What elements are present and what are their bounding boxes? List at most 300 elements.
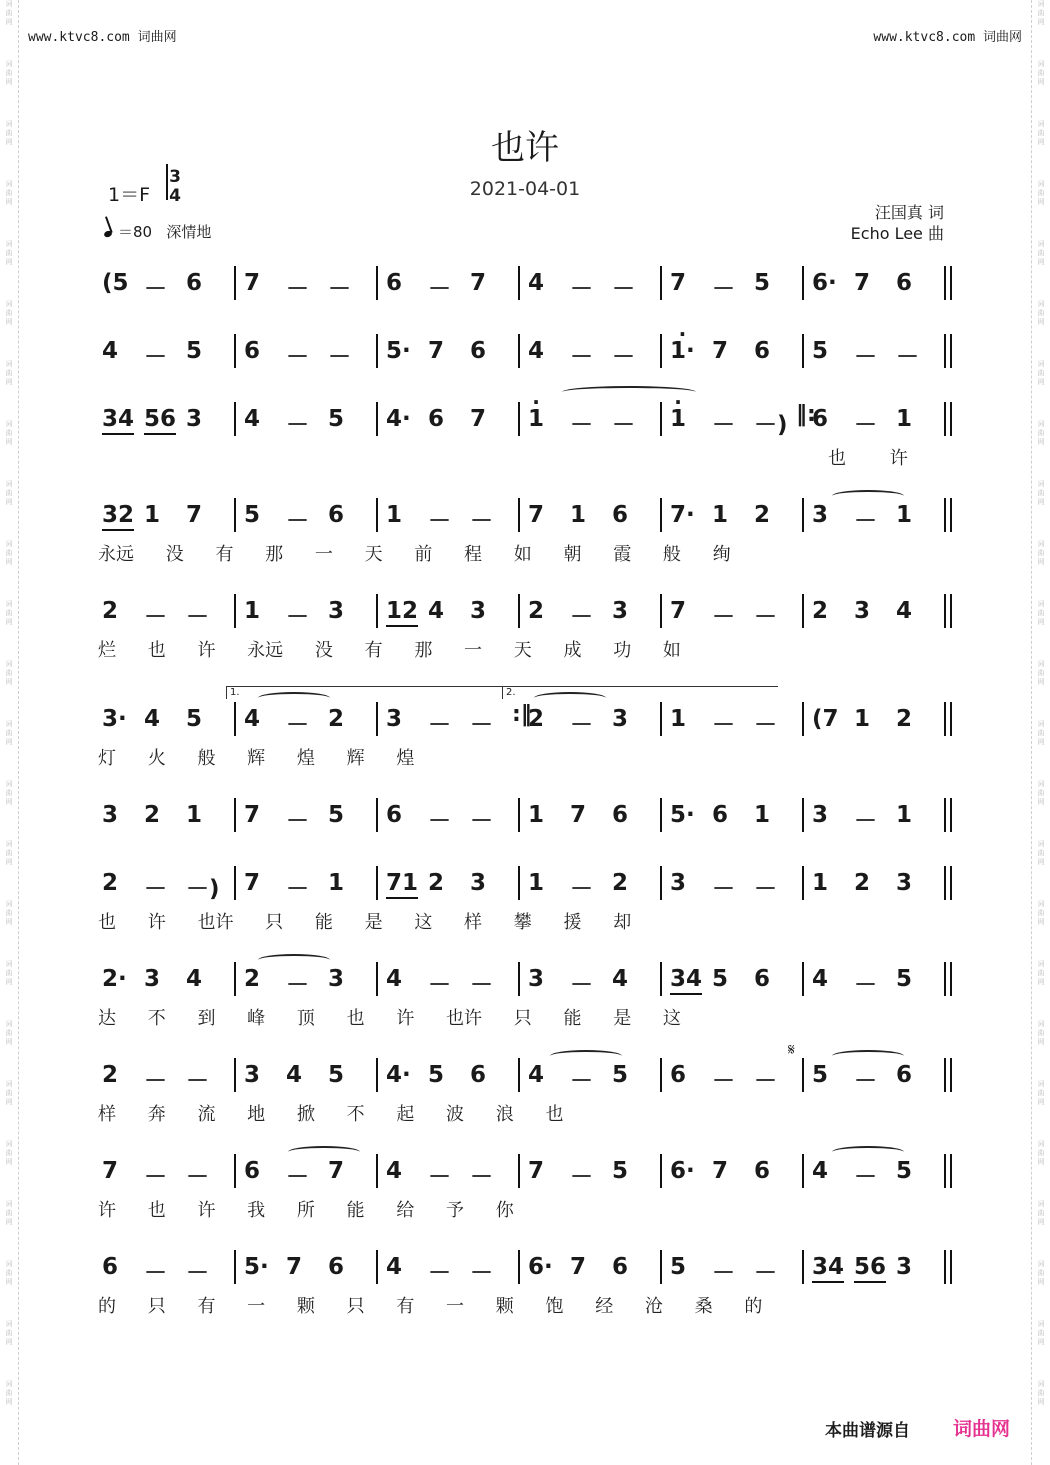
note: － <box>712 604 735 630</box>
note: 6· <box>528 1254 553 1280</box>
watermark-text: 词 曲 网 <box>1037 840 1045 866</box>
note: － <box>854 344 877 370</box>
note: － <box>428 1260 451 1286</box>
barline <box>376 1154 378 1188</box>
note: － <box>286 604 309 630</box>
watermark-text: 词 曲 网 <box>1037 1200 1045 1226</box>
note: 5 <box>244 502 261 528</box>
watermark-text: 词 曲 网 <box>1037 360 1045 386</box>
note: 6· <box>812 270 837 296</box>
barline <box>944 334 946 368</box>
barline <box>944 702 946 736</box>
note: 4 <box>528 338 545 364</box>
barline <box>944 962 946 996</box>
barline <box>944 1250 946 1284</box>
note: 2 <box>612 870 629 896</box>
repeat-barline: :‖ <box>512 702 532 727</box>
note: 5 <box>186 706 203 732</box>
watermark-text: 词 曲 网 <box>5 360 13 386</box>
watermark-text: 词 曲 网 <box>1037 660 1045 686</box>
watermark-text: 词 曲 网 <box>5 540 13 566</box>
note: 7 <box>470 406 487 432</box>
barline <box>944 798 946 832</box>
barline <box>660 266 662 300</box>
note: 1 <box>144 502 161 528</box>
note: 2· <box>102 966 127 992</box>
note: － <box>854 1068 877 1094</box>
note: － <box>428 276 451 302</box>
note: 32 <box>102 502 134 531</box>
barline <box>518 962 520 996</box>
note: 2 <box>328 706 345 732</box>
watermark-text: 词 曲 网 <box>5 1080 13 1106</box>
barline <box>950 702 952 736</box>
note: 7 <box>854 270 871 296</box>
note: － <box>470 972 493 998</box>
barline <box>376 866 378 900</box>
note: － <box>570 344 593 370</box>
barline <box>660 1250 662 1284</box>
note: － <box>286 344 309 370</box>
note: 5 <box>896 966 913 992</box>
note: 5 <box>896 1158 913 1184</box>
watermark-text: 词 曲 网 <box>1037 720 1045 746</box>
slur <box>288 1146 360 1158</box>
barline <box>944 866 946 900</box>
slur <box>832 1050 904 1062</box>
note: － <box>570 972 593 998</box>
note: 5· <box>670 802 695 828</box>
barline <box>376 266 378 300</box>
note: － <box>470 712 493 738</box>
note: － <box>186 1068 209 1094</box>
barline <box>518 594 520 628</box>
note: － <box>286 1164 309 1190</box>
note: 5· <box>244 1254 269 1280</box>
note: 6 <box>386 270 403 296</box>
barline <box>660 702 662 736</box>
note: － <box>428 808 451 834</box>
note: 5 <box>812 1062 829 1088</box>
barline <box>802 266 804 300</box>
footer-brand[interactable]: 词曲网 <box>952 1418 1010 1440</box>
score-row <box>98 598 950 638</box>
barline <box>802 1058 804 1092</box>
watermark-text: 词 曲 网 <box>5 420 13 446</box>
watermark-text: 词 曲 网 <box>5 480 13 506</box>
barline <box>518 498 520 532</box>
barline <box>802 334 804 368</box>
note: － <box>754 1260 777 1286</box>
note: 7 <box>244 870 261 896</box>
score-row <box>98 870 950 910</box>
time-sig-top: 3 <box>169 167 181 187</box>
time-sig-bottom: 4 <box>169 186 181 206</box>
barline <box>802 498 804 532</box>
note: － <box>754 604 777 630</box>
note: 4 <box>244 406 261 432</box>
barline <box>234 962 236 996</box>
credits <box>851 202 944 244</box>
note: － <box>186 604 209 630</box>
barline <box>660 402 662 436</box>
score-row <box>98 702 950 746</box>
note: 56 <box>854 1254 886 1283</box>
note: 1 <box>186 802 203 828</box>
note: 7 <box>670 270 687 296</box>
barline <box>950 798 952 832</box>
lyrics-line: 许 也 许 我 所 能 给 予 你 <box>98 1200 514 1221</box>
barline <box>660 1058 662 1092</box>
expression-marking: 深情地 <box>166 223 212 241</box>
note: 6 <box>470 1062 487 1088</box>
watermark-text: 词 曲 网 <box>5 960 13 986</box>
note: － <box>428 972 451 998</box>
key-signature: 1＝F <box>108 184 151 206</box>
barline <box>518 402 520 436</box>
note: － <box>570 276 593 302</box>
watermark-text: 词 曲 网 <box>1037 180 1045 206</box>
barline <box>944 594 946 628</box>
barline <box>518 334 520 368</box>
note: － <box>144 276 167 302</box>
note: － <box>428 508 451 534</box>
note: 34 <box>670 966 702 995</box>
note: 3 <box>186 406 203 432</box>
score-row <box>98 1158 950 1198</box>
watermark-text: 词 曲 网 <box>5 240 13 266</box>
barline <box>802 594 804 628</box>
note: 2 <box>428 870 445 896</box>
note: 6 <box>754 1158 771 1184</box>
barline <box>950 334 952 368</box>
note: 4 <box>186 966 203 992</box>
score-row <box>98 1062 950 1102</box>
watermark-text: 词 曲 网 <box>1037 480 1045 506</box>
note: － <box>470 1164 493 1190</box>
note: 3 <box>612 598 629 624</box>
barline <box>660 334 662 368</box>
watermark-text: 词 曲 网 <box>1037 1080 1045 1106</box>
barline <box>660 1154 662 1188</box>
score-row <box>98 502 950 542</box>
score-row <box>98 338 950 378</box>
note: 4 <box>102 338 119 364</box>
note: 7 <box>712 1158 729 1184</box>
note: －) <box>754 412 788 438</box>
lyrics-line: 也 许 <box>828 448 908 469</box>
barline <box>950 402 952 436</box>
barline <box>950 1250 952 1284</box>
note: － <box>144 344 167 370</box>
note: － <box>570 876 593 902</box>
song-title: 也许 <box>491 128 559 168</box>
watermark-text: 词 曲 网 <box>5 1320 13 1346</box>
note: 56 <box>144 406 176 435</box>
note: 6 <box>754 966 771 992</box>
note: 4· <box>386 1062 411 1088</box>
watermark-text: 词 曲 网 <box>5 600 13 626</box>
note: 6 <box>896 270 913 296</box>
watermark-text: 词 曲 网 <box>1037 1260 1045 1286</box>
note: － <box>144 1260 167 1286</box>
note: 5 <box>328 406 345 432</box>
watermark-text: 词 曲 网 <box>1037 1320 1045 1346</box>
note: 7 <box>570 802 587 828</box>
note: 3 <box>470 598 487 624</box>
note: 4 <box>528 270 545 296</box>
barline <box>376 1250 378 1284</box>
barline <box>234 1154 236 1188</box>
barline <box>234 594 236 628</box>
site-url-left[interactable]: www.ktvc8.com 词曲网 <box>28 30 177 45</box>
note: 6 <box>470 338 487 364</box>
note: 7· <box>670 502 695 528</box>
score-row <box>98 402 950 446</box>
watermark-text: 词 曲 网 <box>1037 0 1045 26</box>
barline <box>950 962 952 996</box>
barline <box>376 962 378 996</box>
barline <box>950 1058 952 1092</box>
note: 3 <box>812 502 829 528</box>
note: 2 <box>854 870 871 896</box>
note: － <box>570 604 593 630</box>
note: － <box>570 1068 593 1094</box>
note: 7 <box>244 802 261 828</box>
score-row <box>98 966 950 1006</box>
note: 12 <box>386 598 418 627</box>
note: 1 <box>528 802 545 828</box>
note: 6 <box>612 502 629 528</box>
note: 6 <box>754 338 771 364</box>
note: － <box>328 276 351 302</box>
note: － <box>328 344 351 370</box>
note: 7 <box>528 502 545 528</box>
note: 6 <box>670 1062 687 1088</box>
barline <box>660 498 662 532</box>
tempo-value: ＝80 <box>118 223 153 241</box>
note: 1 <box>754 802 771 828</box>
note: 4 <box>528 1062 545 1088</box>
note: － <box>470 1260 493 1286</box>
note: － <box>286 972 309 998</box>
note: － <box>896 344 919 370</box>
note: 7 <box>570 1254 587 1280</box>
barline <box>234 498 236 532</box>
note: 4 <box>812 1158 829 1184</box>
note: 1 <box>670 706 687 732</box>
time-sig-divider <box>166 164 168 200</box>
note: － <box>712 876 735 902</box>
barline <box>234 334 236 368</box>
note: 7 <box>470 270 487 296</box>
barline <box>802 866 804 900</box>
note: (7 <box>812 706 839 732</box>
lyrics-line: 烂 也 许 永远 没 有 那 一 天 成 功 如 <box>98 640 681 661</box>
watermark-text: 词 曲 网 <box>5 1380 13 1406</box>
note: 6 <box>102 1254 119 1280</box>
note: 4 <box>386 1254 403 1280</box>
note: － <box>712 712 735 738</box>
site-url-right[interactable]: www.ktvc8.com 词曲网 <box>873 30 1022 45</box>
score-row <box>98 1254 950 1294</box>
watermark-text: 词 曲 网 <box>5 1020 13 1046</box>
note: 3 <box>328 966 345 992</box>
watermark-text: 词 曲 网 <box>5 120 13 146</box>
note: 1 <box>528 870 545 896</box>
barline <box>660 866 662 900</box>
note: － <box>570 712 593 738</box>
watermark-text: 词 曲 网 <box>5 180 13 206</box>
note: 5 <box>712 966 729 992</box>
lyrics-line: 样 奔 流 地 掀 不 起 波 浪 也 <box>98 1104 564 1125</box>
note: 6 <box>328 502 345 528</box>
barline <box>660 798 662 832</box>
watermark-text: 词 曲 网 <box>1037 960 1045 986</box>
note: 6 <box>244 338 261 364</box>
note: － <box>754 1068 777 1094</box>
note: － <box>754 876 777 902</box>
barline <box>376 1058 378 1092</box>
note: 34 <box>102 406 134 435</box>
note: － <box>612 344 635 370</box>
note: － <box>854 412 877 438</box>
note: 4 <box>286 1062 303 1088</box>
right-watermark-strip <box>1031 0 1050 1465</box>
watermark-text: 词 曲 网 <box>1037 300 1045 326</box>
note: － <box>712 1260 735 1286</box>
barline <box>944 1058 946 1092</box>
note: 7 <box>528 1158 545 1184</box>
watermark-text: 词 曲 网 <box>1037 240 1045 266</box>
barline <box>518 1154 520 1188</box>
note: 5 <box>328 802 345 828</box>
note: 2 <box>528 598 545 624</box>
note: 2 <box>754 502 771 528</box>
note: 3 <box>528 966 545 992</box>
note: 6 <box>812 406 829 432</box>
note: 7 <box>328 1158 345 1184</box>
lyrics-line: 永远 没 有 那 一 天 前 程 如 朝 霞 般 绚 <box>98 544 731 565</box>
note: －) <box>186 876 220 902</box>
barline <box>234 1058 236 1092</box>
slur <box>550 1050 622 1062</box>
note: 5 <box>754 270 771 296</box>
volta-bracket: 2. <box>502 686 778 699</box>
barline <box>376 798 378 832</box>
note: · 1 <box>670 406 686 432</box>
note: 5· <box>386 338 411 364</box>
note: 1 <box>854 706 871 732</box>
volta-bracket: 1. <box>226 686 502 699</box>
note: － <box>612 412 635 438</box>
quarter-note-icon <box>103 230 113 238</box>
watermark-text: 词 曲 网 <box>5 300 13 326</box>
note: 6 <box>386 802 403 828</box>
barline <box>518 1058 520 1092</box>
barline <box>802 1154 804 1188</box>
slur <box>832 490 904 502</box>
lyrics-line: 达 不 到 峰 顶 也 许 也许 只 能 是 这 <box>98 1008 681 1029</box>
segno-icon: 𝄋 <box>788 1040 795 1059</box>
note: 3 <box>386 706 403 732</box>
note: 3 <box>144 966 161 992</box>
note: 4 <box>896 598 913 624</box>
note: 2 <box>244 966 261 992</box>
note: 2 <box>102 1062 119 1088</box>
watermark-text: 词 曲 网 <box>5 1200 13 1226</box>
note: － <box>754 712 777 738</box>
watermark-text: 词 曲 网 <box>5 0 13 26</box>
barline <box>660 962 662 996</box>
note: － <box>612 276 635 302</box>
barline <box>376 702 378 736</box>
note: 3 <box>244 1062 261 1088</box>
note: － <box>144 1164 167 1190</box>
note: － <box>144 876 167 902</box>
barline <box>518 1250 520 1284</box>
barline <box>944 402 946 436</box>
note: 5 <box>612 1062 629 1088</box>
note: 5 <box>812 338 829 364</box>
watermark-text: 词 曲 网 <box>1037 1380 1045 1406</box>
note: 3 <box>612 706 629 732</box>
note: 3 <box>670 870 687 896</box>
note: 4 <box>386 1158 403 1184</box>
note: － <box>286 808 309 834</box>
note: － <box>286 412 309 438</box>
note: － <box>186 1164 209 1190</box>
watermark-text: 词 曲 网 <box>5 900 13 926</box>
lyricist: 汪国真 词 <box>874 203 944 222</box>
note: － <box>186 1260 209 1286</box>
note: 4 <box>386 966 403 992</box>
note: 4 <box>244 706 261 732</box>
note: － <box>470 508 493 534</box>
slur <box>562 386 696 398</box>
watermark-text: 词 曲 网 <box>5 60 13 86</box>
note: － <box>854 1164 877 1190</box>
note: 6 <box>896 1062 913 1088</box>
note: － <box>854 808 877 834</box>
note: 1 <box>896 406 913 432</box>
note: · 1· <box>670 338 695 364</box>
footer-source-label: 本曲谱源自 <box>825 1421 910 1441</box>
note: － <box>286 276 309 302</box>
lyrics-line: 灯 火 般 辉 煌 辉 煌 <box>98 748 415 769</box>
note: 7 <box>186 502 203 528</box>
note: － <box>712 412 735 438</box>
score-row <box>98 802 950 842</box>
barline <box>802 962 804 996</box>
barline <box>944 1154 946 1188</box>
note: 1 <box>386 502 403 528</box>
repeat-barline: ‖: <box>796 402 816 427</box>
score-date: 2021-04-01 <box>469 178 581 200</box>
note: － <box>712 276 735 302</box>
note: 2 <box>102 870 119 896</box>
barline <box>944 266 946 300</box>
barline <box>802 1250 804 1284</box>
watermark-text: 词 曲 网 <box>1037 120 1045 146</box>
barline <box>660 594 662 628</box>
note: － <box>144 604 167 630</box>
note: 6 <box>428 406 445 432</box>
note: 6 <box>244 1158 261 1184</box>
watermark-text: 词 曲 网 <box>1037 1140 1045 1166</box>
note: · 1 <box>528 406 544 432</box>
note: 1 <box>896 802 913 828</box>
